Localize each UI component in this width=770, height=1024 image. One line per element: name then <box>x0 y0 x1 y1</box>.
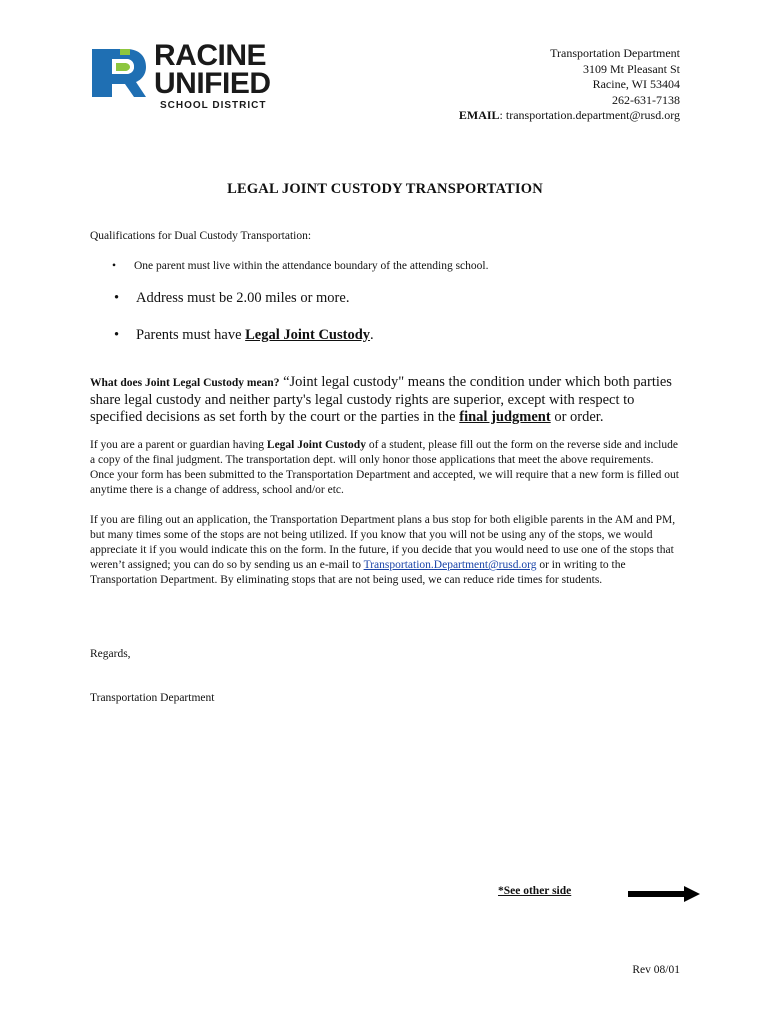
district-logo <box>90 39 280 113</box>
bullet-icon: • <box>114 290 120 306</box>
address-email-label: EMAIL <box>458 108 500 122</box>
qualification-item-1-text: One parent must live within the attendance boundary of the attending school. <box>134 260 489 272</box>
address-dept: Transportation Department <box>550 46 680 60</box>
qualification-item-1 <box>112 259 694 274</box>
qualification-item-3-suffix: . <box>370 327 374 343</box>
closing-regards: Regards, <box>90 648 131 660</box>
address-email: : transportation.department@rusd.org <box>499 108 680 122</box>
arrow-right-icon <box>628 886 700 902</box>
bullet-icon: • <box>112 260 117 272</box>
definition-paragraph <box>90 374 685 426</box>
address-block <box>459 46 680 124</box>
logo-word-unified: UNIFIED <box>154 67 271 100</box>
definition-answer-1: “Joint legal custody" means the condition under which both parties share legal custody and neither party's legal custody rights are superior, except with respect to specified decisions as set forth by the court or the parties in the <box>90 374 672 425</box>
para2-text-2: or in writing to the Transportation Department. By eliminating stops that are not being used, we can reduce ride times for students. <box>90 559 626 586</box>
qualification-item-2-text: Address must be 2.00 miles or more. <box>136 290 350 306</box>
definition-answer-bold: final judgment <box>459 409 551 425</box>
signature: Transportation Department <box>90 692 215 704</box>
qualifications-heading: Qualifications for Dual Custody Transportation: <box>90 230 312 242</box>
qualification-item-2 <box>114 290 696 307</box>
qualification-item-3 <box>114 327 696 344</box>
address-phone: 262-631-7138 <box>612 92 680 107</box>
para1-bold: Legal Joint Custody <box>266 439 366 451</box>
district-logo-mark-icon <box>90 47 148 99</box>
page-title: LEGAL JOINT CUSTODY TRANSPORTATION <box>227 181 543 197</box>
address-street: 3109 Mt Pleasant St <box>582 61 680 76</box>
paragraph-bus-stops <box>90 513 680 588</box>
see-other-side-note <box>498 884 571 899</box>
see-other-side-text: *See other side <box>498 885 572 897</box>
definition-question: What does Joint Legal Custody mean? <box>90 377 280 389</box>
qualification-item-3-prefix: Parents must have <box>136 327 246 343</box>
definition-answer-2: or order. <box>550 409 604 425</box>
bullet-icon: • <box>114 327 120 343</box>
address-city: Racine, WI 53404 <box>592 77 680 91</box>
logo-word-school-district: SCHOOL DISTRICT <box>160 100 267 111</box>
para2-text-1: If you are filing out an application, the Transportation Department plans a bus stop for both eligible parents in the AM and PM, but many times some of the stops are not being utilized. If you know that you will not be using any of the stops, we would appreciate it if you would indicate this on the form. In the future, if you decide that you would need to use one of the stops that weren’t assigned; you can do so by sending us an e-mail to <box>90 514 676 571</box>
para1-text-2: of a student, please fill out the form on the reverse side and include a copy of the final judgment. The transportation dept. will only honor those applications that meet the above requirements. Once your form has been submitted to the Transportation Department and accepted, we will require that a new form is filled out anytime there is a change of address, school and/or etc. <box>90 439 679 496</box>
paragraph-legal-custody <box>90 438 680 498</box>
qualification-item-3-bold: Legal Joint Custody <box>245 327 371 343</box>
revision-label: Rev 08/01 <box>632 964 680 976</box>
logo-word-racine: RACINE <box>154 39 267 72</box>
para1-text-1: If you are a parent or guardian having <box>90 439 267 451</box>
email-link[interactable]: Transportation.Department@rusd.org <box>363 559 537 571</box>
address-email-line <box>459 108 680 124</box>
